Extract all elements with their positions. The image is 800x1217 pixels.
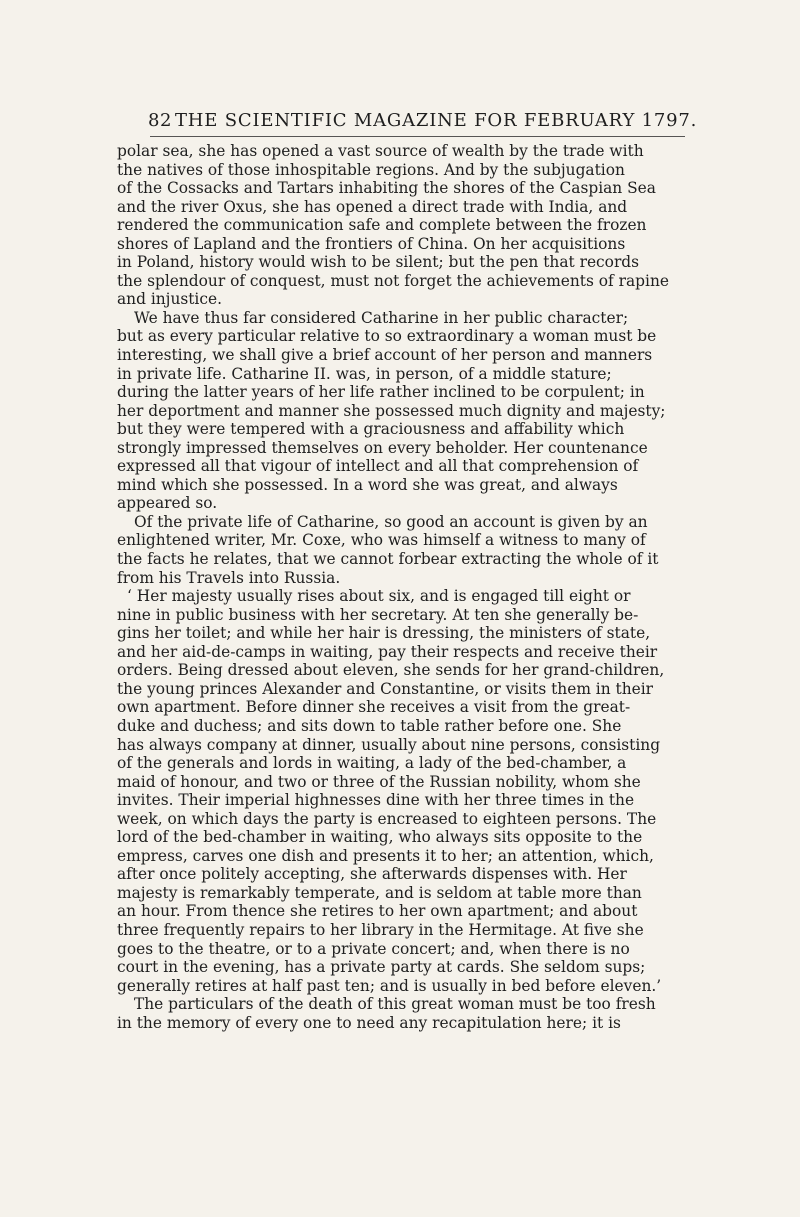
text-line: the natives of those inhospitable regions. And by the subjugation: [117, 160, 625, 179]
text-line: empress, carves one dish and presents it to her; an attention, which,: [117, 846, 654, 865]
text-line: duke and duchess; and sits down to table rather before one. She: [117, 716, 622, 735]
text-line: of the Cossacks and Tartars inhabiting the shores of the Caspian Sea: [117, 179, 656, 198]
text-line: majesty is remarkably temperate, and is seldom at table more than: [117, 883, 642, 902]
header-rule: [150, 136, 685, 137]
text-line: court in the evening, has a private party at cards. She seldom sups;: [117, 958, 646, 977]
text-line: the young princes Alexander and Constantine, or visits them in their: [117, 679, 654, 698]
text-line: during the latter years of her life rather inclined to be corpulent; in: [117, 383, 645, 402]
text-line: but as every particular relative to so extraordinary a woman must be: [117, 327, 657, 346]
page-number: 82: [148, 110, 172, 131]
text-line: has always company at dinner, usually about nine persons, consisting: [117, 735, 661, 754]
running-title: THE SCIENTIFIC MAGAZINE FOR FEBRUARY 1797.: [175, 110, 698, 131]
text-line: gins her toilet; and while her hair is dressing, the ministers of state,: [117, 624, 651, 643]
paragraph-start-line: We have thus far considered Catharine in her public character;: [134, 308, 629, 327]
text-line: enlightened writer, Mr. Coxe, who was himself a witness to many of: [117, 531, 646, 550]
text-line: interesting, we shall give a brief account of her person and manners: [117, 346, 653, 365]
text-line: lord of the bed-chamber in waiting, who always sits opposite to the: [117, 828, 643, 847]
text-line: maid of honour, and two or three of the Russian nobility, whom she: [117, 772, 641, 791]
quote-start-line: ‘ Her majesty usually rises about six, and is engaged till eight or: [127, 587, 631, 606]
text-line: generally retires at half past ten; and is usually in bed before eleven.’: [117, 976, 662, 995]
text-line: and injustice.: [117, 290, 222, 309]
text-line: own apartment. Before dinner she receives a visit from the great-: [117, 698, 631, 717]
text-line: in private life. Catharine II. was, in person, of a middle stature;: [117, 364, 612, 383]
text-line: nine in public business with her secretary. At ten she generally be-: [117, 605, 639, 624]
text-line: after once politely accepting, she afterwards dispenses with. Her: [117, 865, 627, 884]
text-line: three frequently repairs to her library in the Hermitage. At five she: [117, 920, 644, 939]
text-line: strongly impressed themselves on every beholder. Her countenance: [117, 438, 648, 457]
text-line: mind which she possessed. In a word she was great, and always: [117, 475, 618, 494]
text-line: invites. Their imperial highnesses dine with her three times in the: [117, 791, 635, 810]
paragraph-start-line: The particulars of the death of this great woman must be too fresh: [134, 995, 656, 1014]
paragraph-start-line: Of the private life of Catharine, so good an account is given by an: [134, 512, 648, 531]
text-line: orders. Being dressed about eleven, she sends for her grand-children,: [117, 661, 665, 680]
running-header: [148, 110, 698, 136]
text-line: from his Travels into Russia.: [117, 568, 341, 587]
text-line: her deportment and manner she possessed much dignity and majesty;: [117, 401, 666, 420]
text-line: an hour. From thence she retires to her own apartment; and about: [117, 902, 638, 921]
text-line: expressed all that vigour of intellect and all that comprehension of: [117, 457, 639, 476]
text-line: in Poland, history would wish to be silent; but the pen that records: [117, 253, 640, 272]
text-line: rendered the communication safe and complete between the frozen: [117, 216, 647, 235]
text-line: of the generals and lords in waiting, a lady of the bed-chamber, a: [117, 754, 627, 773]
text-line: appeared so.: [117, 494, 218, 513]
text-line: polar sea, she has opened a vast source of wealth by the trade with: [117, 142, 644, 160]
text-line: week, on which days the party is encreased to eighteen persons. The: [117, 809, 657, 828]
body-text: [117, 142, 687, 1032]
text-line: in the memory of every one to need any recapitulation here; it is: [117, 1013, 621, 1032]
text-line: goes to the theatre, or to a private concert; and, when there is no: [117, 939, 630, 958]
text-line: and the river Oxus, she has opened a direct trade with India, and: [117, 197, 628, 216]
text-line: shores of Lapland and the frontiers of China. On her acquisitions: [117, 234, 626, 253]
text-line: the facts he relates, that we cannot forbear extracting the whole of it: [117, 550, 659, 569]
text-line: and her aid-de-camps in waiting, pay their respects and receive their: [117, 642, 658, 661]
text-line: the splendour of conquest, must not forget the achievements of rapine: [117, 271, 669, 290]
text-line: but they were tempered with a graciousness and affability which: [117, 420, 625, 439]
